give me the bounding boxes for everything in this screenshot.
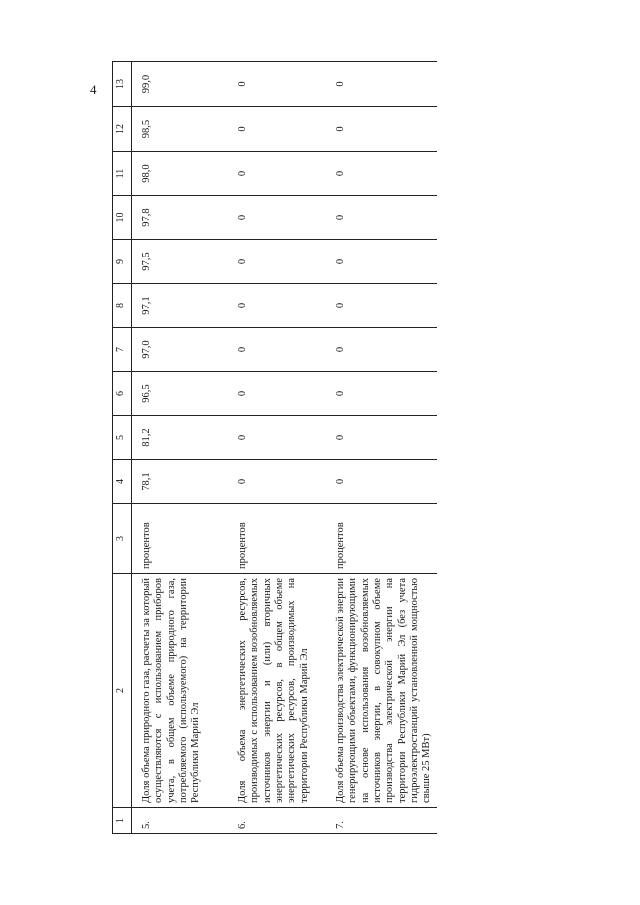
row-value: 97,5: [138, 240, 234, 284]
row-value: 0: [234, 196, 332, 240]
rotated-table-container: [112, 62, 433, 834]
row-value: 99,0: [138, 62, 234, 107]
row-value: 0: [332, 107, 437, 152]
table-row: [234, 62, 332, 834]
row-unit: процентов: [332, 504, 437, 574]
row-number: 7.: [332, 808, 437, 834]
row-value: 0: [234, 62, 332, 107]
row-value: 0: [332, 460, 437, 504]
header-row: [113, 62, 132, 834]
header-cell: 9: [113, 240, 132, 284]
header-cell: 3: [113, 504, 132, 574]
row-number: 5.: [138, 808, 234, 834]
row-value: 96,5: [138, 372, 234, 416]
row-value: 0: [234, 284, 332, 328]
row-description: Доля объема природного газа, расчеты за который осуществляются с использованием приборов учета, в общем объеме природного газа, потребляемого (используемого) на территории Республики Марий Эл: [138, 574, 234, 808]
row-value: 0: [234, 372, 332, 416]
indicators-table: [112, 61, 437, 834]
header-cell: 11: [113, 152, 132, 196]
table-row: [138, 62, 234, 834]
row-value: 97,1: [138, 284, 234, 328]
header-cell: 2: [113, 574, 132, 808]
row-value: 0: [234, 107, 332, 152]
header-cell: 8: [113, 284, 132, 328]
header-cell: 4: [113, 460, 132, 504]
row-value: 0: [332, 328, 437, 372]
row-value: 0: [234, 152, 332, 196]
row-value: 0: [234, 240, 332, 284]
row-value: 0: [332, 152, 437, 196]
page-number: 4: [90, 82, 97, 97]
row-value: 0: [332, 284, 437, 328]
row-description: Доля объема производства электрической энергии генерирующими объектами, функционирующими на основе использования возобновляемых источников энергии, в совокупном объеме производства электрической энергии на территории Республики Марий Эл (без учета гидроэлектростанций установленной мощностью свыше 25 МВт): [332, 574, 437, 808]
row-value: 0: [332, 196, 437, 240]
row-value: 0: [332, 372, 437, 416]
row-value: 98,5: [138, 107, 234, 152]
row-value: 78,1: [138, 460, 234, 504]
row-value: 0: [332, 416, 437, 460]
row-value: 0: [234, 416, 332, 460]
row-description: Доля объема энергетических ресурсов, производимых с использованием возобновляемых источников энергии и (или) вторичных энергетических ресурсов, в общем объеме энергетических ресурсов, производимых на территории Республики Марий Эл: [234, 574, 332, 808]
header-cell: 12: [113, 107, 132, 152]
row-value: 97,0: [138, 328, 234, 372]
header-cell: 13: [113, 62, 132, 107]
header-cell: 1: [113, 808, 132, 834]
row-value: 81,2: [138, 416, 234, 460]
row-value: 0: [332, 62, 437, 107]
header-cell: 10: [113, 196, 132, 240]
row-value: 0: [234, 328, 332, 372]
row-value: 97,8: [138, 196, 234, 240]
header-cell: 5: [113, 416, 132, 460]
row-number: 6.: [234, 808, 332, 834]
header-cell: 7: [113, 328, 132, 372]
row-value: 98,0: [138, 152, 234, 196]
row-unit: процентов: [234, 504, 332, 574]
row-value: 0: [332, 240, 437, 284]
row-value: 0: [234, 460, 332, 504]
table-row: [332, 62, 437, 834]
row-unit: процентов: [138, 504, 234, 574]
header-cell: 6: [113, 372, 132, 416]
